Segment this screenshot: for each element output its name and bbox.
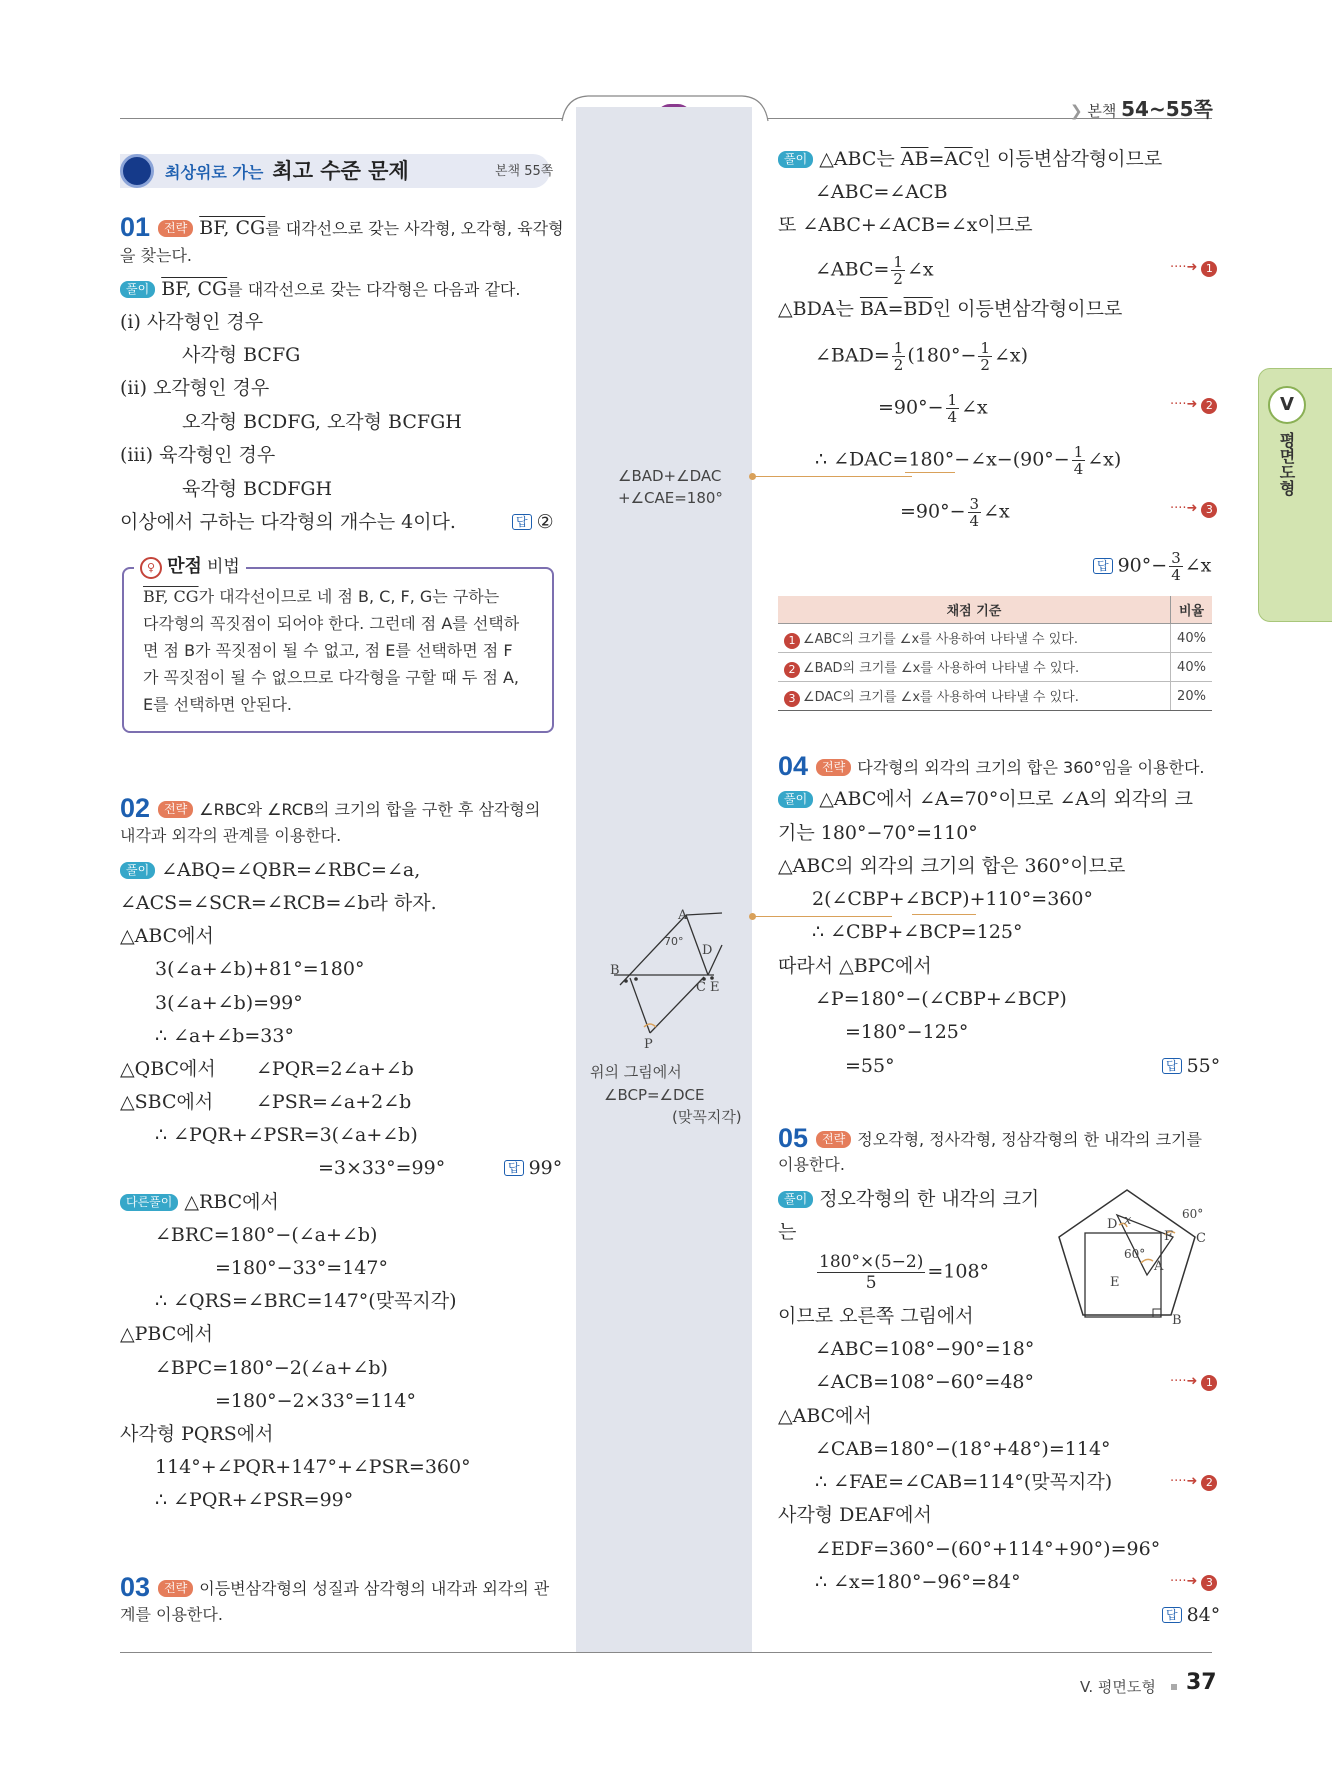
q02-alt-9: 114°+∠PQR+147°+∠PSR=360°	[155, 1456, 471, 1478]
mid-note-1-line-1: ∠BAD+∠DAC	[618, 467, 722, 485]
q05-marker-2: ····➜ 2	[1170, 1474, 1217, 1491]
q05-strategy-cont: 이용한다.	[778, 1155, 845, 1174]
header-page-ref: ❯ 본책 54~55쪽	[1070, 97, 1213, 121]
q04-line-9: =55°	[845, 1055, 895, 1077]
q05-line-12: ∴ ∠x=180°−96°=84°	[815, 1571, 1021, 1593]
mid-note-1-line-2: +∠CAE=180°	[618, 489, 723, 507]
q01-strategy-cont: 을 찾는다.	[120, 246, 192, 265]
mid-fig-angle: 70°	[664, 935, 684, 948]
section-page-ref: 본책 55쪽	[495, 164, 554, 179]
q04-line-2: 기는 180°−70°=110°	[778, 822, 978, 844]
lightbulb-icon: ♀	[140, 557, 162, 579]
q01-case3-value: 육각형 BCDFGH	[182, 478, 333, 500]
q01-case2-value: 오각형 BCDFG, 오각형 BCFGH	[182, 411, 462, 433]
tip-line-1: BF, CG가 대각선이므로 네 점 B, C, F, G는 구하는	[143, 587, 500, 606]
frac-three-quarters: $\frac{3}{4}$	[1171, 549, 1181, 584]
q05-fig-label-f: F	[1164, 1229, 1174, 1244]
q02-alt-2: ∠BRC=180°−(∠a+∠b)	[155, 1224, 378, 1246]
frac-interior-angle: $\frac{180^\circ\times(5-2)}{5}$	[819, 1252, 924, 1293]
q03-answer: 답 90°− $\frac{3}{4}$ ∠x	[1093, 550, 1211, 583]
q04-line-4: 2(∠CBP+∠BCP)+110°=360°	[812, 888, 1093, 910]
q04-underline	[912, 914, 976, 915]
section-bullet-icon	[120, 154, 154, 188]
side-tab-roman: V	[1268, 386, 1306, 424]
q02-alt-7: =180°−2×33°=114°	[215, 1390, 416, 1412]
q04-line-8: =180°−125°	[845, 1021, 969, 1043]
q01-case1-value: 사각형 BCFG	[182, 344, 301, 366]
tip-line-5: E를 선택하면 안된다.	[143, 695, 293, 714]
table-row: 2 ∠BAD의 크기를 ∠x를 사용하여 나타낼 수 있다. 40%	[778, 653, 1212, 682]
q02-line-7a: △QBC에서	[120, 1058, 216, 1080]
q05-fig-angle-60-top: 60°	[1182, 1207, 1204, 1221]
mid-note-1-dot	[749, 473, 756, 480]
q02-line-9: ∴ ∠PQR+∠PSR=3(∠a+∠b)	[155, 1124, 418, 1146]
frac-half: $\frac{1}{2}$	[893, 253, 903, 288]
q01-case3: (ⅲ) 육각형인 경우	[120, 444, 276, 466]
side-tab-label: 평면도형	[1277, 432, 1296, 496]
mid-note-2-dot	[749, 913, 756, 920]
footer-rule	[120, 1652, 1212, 1653]
q05-fig-label-c: C	[1196, 1231, 1206, 1246]
mid-note-2-line-3: (맞꼭지각)	[672, 1108, 742, 1126]
q02-line-10: =3×33°=99°	[318, 1157, 446, 1179]
score-header-ratio: 비율	[1171, 596, 1213, 624]
q04-line-3: △ABC의 외각의 크기의 합은 360°이므로	[778, 855, 1126, 877]
q05-fig-label-a: A	[1154, 1259, 1164, 1274]
q03-marker-3: ····➜ 3	[1170, 501, 1217, 518]
q05-fig-label-d: D	[1107, 1217, 1118, 1232]
q04-line-1: 풀이 △ABC에서 ∠A=70°이므로 ∠A의 외각의 크	[778, 786, 1193, 812]
q03-underline	[905, 472, 955, 473]
q02-line-1: 풀이 ∠ABQ=∠QBR=∠RBC=∠a,	[120, 857, 420, 883]
page-number: 37	[1186, 1670, 1217, 1695]
q04-answer: 답 55°	[1162, 1053, 1220, 1079]
q02-alt-6: ∠BPC=180°−2(∠a+∠b)	[155, 1357, 388, 1379]
q02-line-8a: △SBC에서	[120, 1091, 214, 1113]
q05-fig-angle-60-inner: 60°	[1124, 1247, 1146, 1261]
q05-line-5: ∠ABC=108°−90°=18°	[815, 1338, 1035, 1360]
q04-line-5: ∴ ∠CBP+∠BCP=125°	[812, 921, 1023, 943]
q02-alt-5: △PBC에서	[120, 1323, 213, 1345]
q05-line-1: 풀이 정오각형의 한 내각의 크기	[778, 1186, 1039, 1212]
q05-line-6: ∠ACB=108°−60°=48°	[815, 1371, 1035, 1393]
q05-line-7: △ABC에서	[778, 1405, 872, 1427]
q05-strategy: 05 전략 정오각형, 정사각형, 정삼각형의 한 내각의 크기를	[778, 1123, 1202, 1153]
q04-line-7: ∠P=180°−(∠CBP+∠BCP)	[815, 988, 1067, 1010]
q02-strategy-cont: 내각과 외각의 관계를 이용한다.	[120, 826, 342, 845]
q04-line-6: 따라서 △BPC에서	[778, 955, 932, 977]
score-table	[778, 596, 1212, 711]
q02-line-3: △ABC에서	[120, 925, 214, 947]
chevron-right-icon: ❯	[1070, 102, 1083, 120]
q02-line-6: ∴ ∠a+∠b=33°	[155, 1025, 294, 1047]
q05-line-11: ∠EDF=360°−(60°+114°+90°)=96°	[815, 1538, 1161, 1560]
score-header-criteria: 채점 기준	[778, 596, 1171, 624]
q02-line-5: 3(∠a+∠b)=99°	[155, 992, 303, 1014]
q01-conclusion: 이상에서 구하는 다각형의 개수는 4이다.	[120, 511, 456, 533]
q02-alt-10: ∴ ∠PQR+∠PSR=99°	[155, 1489, 354, 1511]
tip-line-4: 가 꼭짓점이 될 수 없으므로 다각형을 구할 때 두 점 A,	[143, 668, 520, 687]
mid-note-2-leader	[752, 916, 892, 917]
q05-line-10: 사각형 DEAF에서	[778, 1504, 932, 1526]
q02-strategy: 02 전략 ∠RBC와 ∠RCB의 크기의 합을 구한 후 삼각형의	[120, 793, 541, 823]
q03-sol-line-1: 풀이 △ABC는 $\overline{AB}=\overline{AC}$인 이등변삼각형이므로	[778, 146, 1162, 172]
frac-half: $\frac{1}{2}$	[893, 339, 904, 374]
q01-solution-intro: 풀이 BF, CG를 대각선으로 갖는 다각형은 다음과 같다.	[120, 276, 520, 303]
q02-alt-4: ∴ ∠QRS=∠BRC=147°(맞꼭지각)	[155, 1290, 457, 1312]
mid-fig-label-c: C	[696, 980, 706, 995]
table-row: 1 ∠ABC의 크기를 ∠x를 사용하여 나타낼 수 있다. 40%	[778, 624, 1212, 653]
frac-three-quarters: $\frac{3}{4}$	[969, 495, 980, 530]
mid-note-2-line-1: 위의 그림에서	[590, 1063, 682, 1081]
q05-line-9: ∴ ∠FAE=∠CAB=114°(맞꼭지각)	[815, 1471, 1113, 1493]
q03-line-8: ∴ ∠DAC=180°−∠x−(90°− $\frac{1}{4}$ ∠x)	[815, 443, 1122, 478]
q05-fig-label-x: x	[1124, 1213, 1132, 1228]
mid-fig-label-d: D	[702, 943, 713, 958]
q05-line-8: ∠CAB=180°−(18°+48°)=114°	[815, 1438, 1111, 1460]
q02-line-7b: ∠PQR=2∠a+∠b	[256, 1058, 414, 1080]
q05-line-3: $\frac{180^\circ\times(5-2)}{5}$ =108°	[819, 1252, 990, 1293]
q05-fig-label-e: E	[1110, 1275, 1120, 1290]
q02-alt-1: 다른풀이 △RBC에서	[120, 1189, 279, 1215]
footer-chapter: V. 평면도형	[1080, 1678, 1156, 1696]
frac-quarter: $\frac{1}{4}$	[947, 391, 958, 426]
mid-fig-label-a: A	[678, 908, 688, 923]
mid-fig-label-b: B	[610, 963, 620, 978]
q05-marker-3: ····➜ 3	[1170, 1574, 1217, 1591]
score-table-header	[778, 596, 1212, 624]
q01-case1: (ⅰ) 사각형인 경우	[120, 311, 264, 333]
frac-quarter: $\frac{1}{4}$	[1073, 443, 1084, 478]
middle-note-column	[576, 107, 752, 1652]
q02-answer: 답 99°	[504, 1155, 562, 1181]
q02-line-8b: ∠PSR=∠a+2∠b	[256, 1091, 412, 1113]
q01-case2: (ⅱ) 오각형인 경우	[120, 377, 270, 399]
q03-line-7: =90°− $\frac{1}{4}$ ∠x	[878, 391, 988, 426]
mid-fig-label-e: E	[710, 980, 720, 995]
q02-line-2: ∠ACS=∠SCR=∠RCB=∠b라 하자.	[120, 892, 437, 914]
q01-strategy: 01 전략 BF, CG를 대각선으로 갖는 사각형, 오각형, 육각형	[120, 212, 564, 242]
q05-line-2: 는	[778, 1221, 797, 1243]
mid-note-2-line-2: ∠BCP=∠DCE	[604, 1086, 705, 1104]
tip-title: ♀ 만점 비법	[134, 552, 246, 579]
q03-marker-2: ····➜ 2	[1170, 397, 1217, 414]
q03-line-9: =90°− $\frac{3}{4}$ ∠x	[900, 495, 1010, 530]
q05-marker-1: ····➜ 1	[1170, 1374, 1217, 1391]
q02-line-4: 3(∠a+∠b)+81°=180°	[155, 958, 365, 980]
footer-separator	[1171, 1684, 1177, 1690]
table-row: 3 ∠DAC의 크기를 ∠x를 사용하여 나타낼 수 있다. 20%	[778, 682, 1212, 711]
q03-line-6: ∠BAD= $\frac{1}{2}$ (180°− $\frac{1}{2}$ ∠x)	[815, 339, 1029, 374]
q02-alt-8: 사각형 PQRS에서	[120, 1423, 274, 1445]
tip-line-2: 다각형의 꼭짓점이 되어야 한다. 그런데 점 A를 선택하	[143, 614, 520, 633]
mid-fig-label-p: P	[644, 1037, 653, 1052]
q03-strategy: 03 전략 이등변삼각형의 성질과 삼각형의 내각과 외각의 관	[120, 1572, 550, 1602]
q03-line-4: ∠ABC= $\frac{1}{2}$ ∠x	[815, 253, 934, 288]
frac-half: $\frac{1}{2}$	[980, 339, 990, 374]
q05-answer: 답 84°	[1162, 1602, 1220, 1628]
q02-alt-3: =180°−33°=147°	[215, 1257, 388, 1279]
q03-marker-1: ····➜ 1	[1170, 260, 1217, 277]
q05-fig-label-b: B	[1172, 1313, 1182, 1328]
q03-line-5: △BDA는 $\overline{BA}=\overline{BD}$인 이등변삼각형이므로	[778, 298, 1123, 320]
q03-line-3: 또 ∠ABC+∠ACB=∠x이므로	[778, 214, 1033, 236]
q04-strategy: 04 전략 다각형의 외각의 크기의 합은 360°임을 이용한다.	[778, 751, 1205, 781]
tip-line-3: 면 점 B가 꼭짓점이 될 수 없고, 점 E를 선택하면 점 F	[143, 641, 513, 660]
q03-strategy-cont: 계를 이용한다.	[120, 1605, 223, 1624]
section-title: 최상위로 가는 최고 수준 문제	[165, 159, 409, 183]
q03-line-2: ∠ABC=∠ACB	[815, 181, 948, 203]
q05-line-4: 이므로 오른쪽 그림에서	[778, 1305, 974, 1327]
q01-answer: 답 ②	[512, 509, 554, 535]
